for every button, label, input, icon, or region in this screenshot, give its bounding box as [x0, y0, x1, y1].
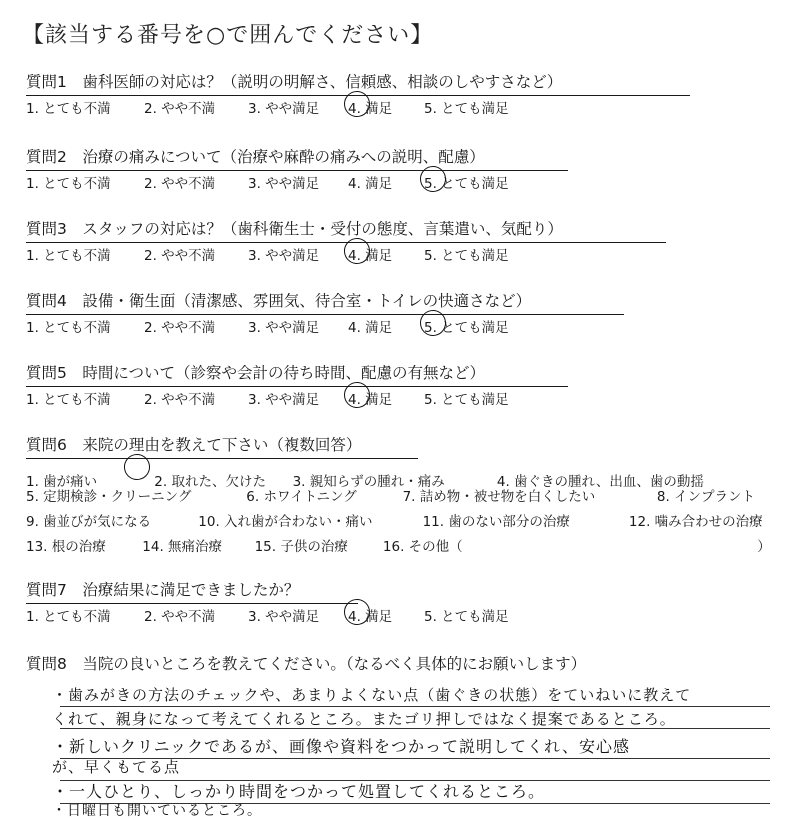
q4-option-5[interactable]: 5. とても満足: [424, 316, 509, 336]
question-4-title: 質問4 設備・衛生面（清潔感、雰囲気、待合室・トイレの快適さなど）: [26, 289, 531, 311]
q1-option-1[interactable]: 1. とても不満: [26, 101, 111, 117]
q6-option-14[interactable]: 14. 無痛治療: [142, 539, 223, 555]
q4-option-2[interactable]: 2. やや不満: [144, 320, 216, 336]
handwritten-answer-5: ・一人ひとり、しっかり時間をつかって処置してくれるところ。: [52, 782, 546, 801]
q6-option-12[interactable]: 12. 噛み合わせの治療: [628, 514, 763, 530]
q6-option-15[interactable]: 15. 子供の治療: [254, 539, 348, 555]
q6-option-1[interactable]: 1. 歯が痛い: [26, 474, 98, 490]
instruction-header: 【該当する番号を○で囲んでください】: [22, 23, 434, 48]
question-5-underline: [26, 386, 568, 388]
q4-option-1[interactable]: 1. とても不満: [26, 320, 111, 336]
question-1-title: 質問1 歯科医師の対応は？（説明の明解さ、信頼感、相談のしやすさなど）: [26, 70, 562, 92]
q7-option-5[interactable]: 5. とても満足: [424, 609, 509, 625]
q5-option-4[interactable]: 4. 満足: [348, 388, 424, 408]
q1-option-5[interactable]: 5. とても満足: [424, 101, 509, 117]
question-4-underline: [26, 314, 624, 316]
q7-option-1[interactable]: 1. とても不満: [26, 609, 111, 625]
question-3-options: [26, 244, 509, 264]
question-6-underline: [26, 458, 418, 460]
q6-option-7[interactable]: 7. 詰め物・被せ物を白くしたい: [402, 489, 596, 505]
question-7-options: [26, 605, 509, 625]
handwritten-answer-6: ・日曜日も開いているところ。: [52, 803, 262, 819]
answer-line-1: [60, 706, 770, 707]
q6-option-4[interactable]: 4. 歯ぐきの腫れ、出血、歯の動揺: [496, 474, 704, 490]
question-2-options: [26, 172, 509, 192]
q1-option-2[interactable]: 2. やや不満: [144, 101, 216, 117]
q7-option-2[interactable]: 2. やや不満: [144, 609, 216, 625]
q6-option-9[interactable]: 9. 歯並びが気になる: [26, 514, 152, 530]
question-4-options: [26, 316, 509, 336]
q2-option-4[interactable]: 4. 満足: [348, 176, 393, 192]
question-2-title: 質問2 治療の痛みについて（治療や麻酔の痛みへの説明、配慮）: [26, 145, 485, 167]
question-7-underline: [26, 603, 358, 605]
q1-option-4[interactable]: 4. 満足: [348, 97, 424, 117]
question-8-title: 質問8 当院の良いところを教えてください。（なるべく具体的にお願いします）: [26, 655, 587, 673]
selection-circle: [122, 452, 152, 482]
q5-option-5[interactable]: 5. とても満足: [424, 392, 509, 408]
q5-option-2[interactable]: 2. やや不満: [144, 392, 216, 408]
q3-option-2[interactable]: 2. やや不満: [144, 248, 216, 264]
q7-option-4[interactable]: 4. 満足: [348, 605, 424, 625]
q2-option-1[interactable]: 1. とても不満: [26, 176, 111, 192]
question-1-options: [26, 97, 509, 117]
q3-option-3[interactable]: 3. やや満足: [248, 248, 320, 264]
handwritten-answer-3: ・新しいクリニックであるが、画像や資料をつかって説明してくれ、安心感: [52, 737, 631, 756]
handwritten-answer-4: が、早くもてる点: [52, 758, 181, 776]
q3-option-5[interactable]: 5. とても満足: [424, 248, 509, 264]
q2-option-3[interactable]: 3. やや満足: [248, 176, 320, 192]
q2-option-5[interactable]: 5. とても満足: [424, 172, 509, 192]
q6-option-10[interactable]: 10. 入れ歯が合わない・痛い: [198, 514, 373, 530]
question-5-options: [26, 388, 509, 408]
question-5-title: 質問5 時間について（診察や会計の待ち時間、配慮の有無など）: [26, 361, 485, 383]
handwritten-answer-2: くれて、親身になって考えてくれるところ。またゴリ押しではなく提案であるところ。: [52, 710, 676, 728]
q6-option-2[interactable]: 2. 取れた、欠けた: [128, 460, 288, 490]
q3-option-1[interactable]: 1. とても不満: [26, 248, 111, 264]
q6-option-5[interactable]: 5. 定期検診・クリーニング: [26, 489, 192, 505]
q3-option-4[interactable]: 4. 満足: [348, 244, 424, 264]
q2-option-2[interactable]: 2. やや不満: [144, 176, 216, 192]
q1-option-3[interactable]: 3. やや満足: [248, 101, 320, 117]
q6-option-8[interactable]: 8. インプラント: [656, 489, 756, 505]
q6-option-16[interactable]: 16. その他（: [382, 539, 463, 555]
question-6-row-4: [26, 535, 771, 555]
q6-option-3[interactable]: 3. 親知らずの腫れ・痛み: [292, 474, 445, 490]
q6-option-6[interactable]: 6. ホワイトニング: [246, 489, 357, 505]
q6-other-close-paren: ）: [757, 539, 771, 555]
question-2-underline: [26, 170, 568, 172]
handwritten-answer-1: ・歯みがきの方法のチェックや、あまりよくない点（歯ぐきの状態）をていねいに教えて: [52, 686, 692, 704]
question-3-title: 質問3 スタッフの対応は？（歯科衛生士・受付の態度、言葉遣い、気配り）: [26, 217, 563, 239]
q5-option-3[interactable]: 3. やや満足: [248, 392, 320, 408]
question-6-row-2: [26, 485, 755, 505]
q7-option-3[interactable]: 3. やや満足: [248, 609, 320, 625]
question-6-row-3: [26, 510, 763, 530]
question-7-title: 質問7 治療結果に満足できましたか？: [26, 578, 299, 600]
question-6-title: 質問6 来院の理由を教えて下さい（複数回答）: [26, 433, 361, 455]
q6-option-13[interactable]: 13. 根の治療: [26, 539, 106, 555]
q5-option-1[interactable]: 1. とても不満: [26, 392, 111, 408]
q4-option-3[interactable]: 3. やや満足: [248, 320, 320, 336]
q4-option-4[interactable]: 4. 満足: [348, 320, 393, 336]
q6-option-11[interactable]: 11. 歯のない部分の治療: [422, 514, 570, 530]
